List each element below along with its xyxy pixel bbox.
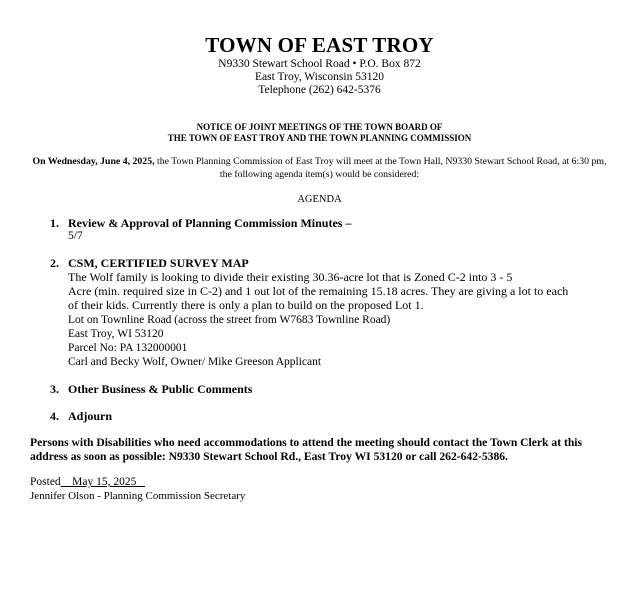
disabilities-notice: Persons with Disabilities who need accommodations to attend the meeting should contact the Town Clerk at this address as soon as possible: N9330 Stewart School Rd., East Troy WI 53120 or call 262-642-5386. — [30, 436, 582, 463]
agenda-item-subtext: 5/7 — [68, 230, 83, 242]
notice-heading-line-2: THE TOWN OF EAST TROY AND THE TOWN PLANNING COMMISSION — [167, 133, 472, 143]
agenda-item-number: 1. — [50, 216, 59, 230]
csm-description-line-2: Acre (min. required size in C-2) and 1 out lot of the remaining 15.18 acres. They are giving a lot to each — [68, 284, 569, 298]
csm-owner-line: Carl and Becky Wolf, Owner/ Mike Greeson Applicant — [68, 356, 322, 368]
agenda-label: AGENDA — [297, 194, 342, 205]
phone-line: Telephone (262) 642-5376 — [258, 84, 381, 96]
agenda-item-title: CSM, CERTIFIED SURVEY MAP — [68, 256, 249, 270]
agenda-item-title: Review & Approval of Planning Commission Minutes – — [68, 216, 352, 230]
posted-date: May 15, 2025 — [72, 476, 137, 488]
town-title: TOWN OF EAST TROY — [205, 33, 434, 57]
csm-description-line-3: of their kids. Currently there is only a plan to build on the proposed Lot 1. — [68, 298, 424, 312]
agenda-item-title: Other Business & Public Comments — [68, 382, 253, 396]
csm-location-line: Lot on Townline Road (across the street from W7683 Townline Road) — [68, 314, 391, 326]
csm-parcel-line: Parcel No: PA 132000001 — [68, 342, 188, 354]
csm-city-line: East Troy, WI 53120 — [68, 328, 164, 340]
meeting-date: On Wednesday, June 4, 2025, — [32, 156, 155, 167]
signature-line: Jennifer Olson - Planning Commission Secretary — [30, 490, 246, 502]
csm-description-line-1: The Wolf family is looking to divide their existing 30.36-acre lot that is Zoned C-2 into 3 - 5 — [68, 270, 513, 284]
posted-label: Posted — [30, 476, 61, 488]
posted-line — [30, 476, 145, 489]
address-line-2: East Troy, Wisconsin 53120 — [255, 71, 384, 83]
agenda-item-number: 2. — [50, 256, 59, 270]
meeting-intro — [32, 155, 607, 181]
agenda-item-number: 4. — [50, 409, 59, 423]
agenda-item-title: Adjourn — [68, 409, 113, 423]
address-line-1: N9330 Stewart School Road • P.O. Box 872 — [218, 58, 421, 70]
notice-heading-line-1: NOTICE OF JOINT MEETINGS OF THE TOWN BOARD OF — [196, 122, 443, 132]
agenda-item-number: 3. — [50, 382, 59, 396]
meeting-intro-text: the Town Planning Commission of East Troy will meet at the Town Hall, N9330 Stewart School Road, at 6:30 pm, the following agenda item(s) would be considered: — [154, 156, 607, 180]
